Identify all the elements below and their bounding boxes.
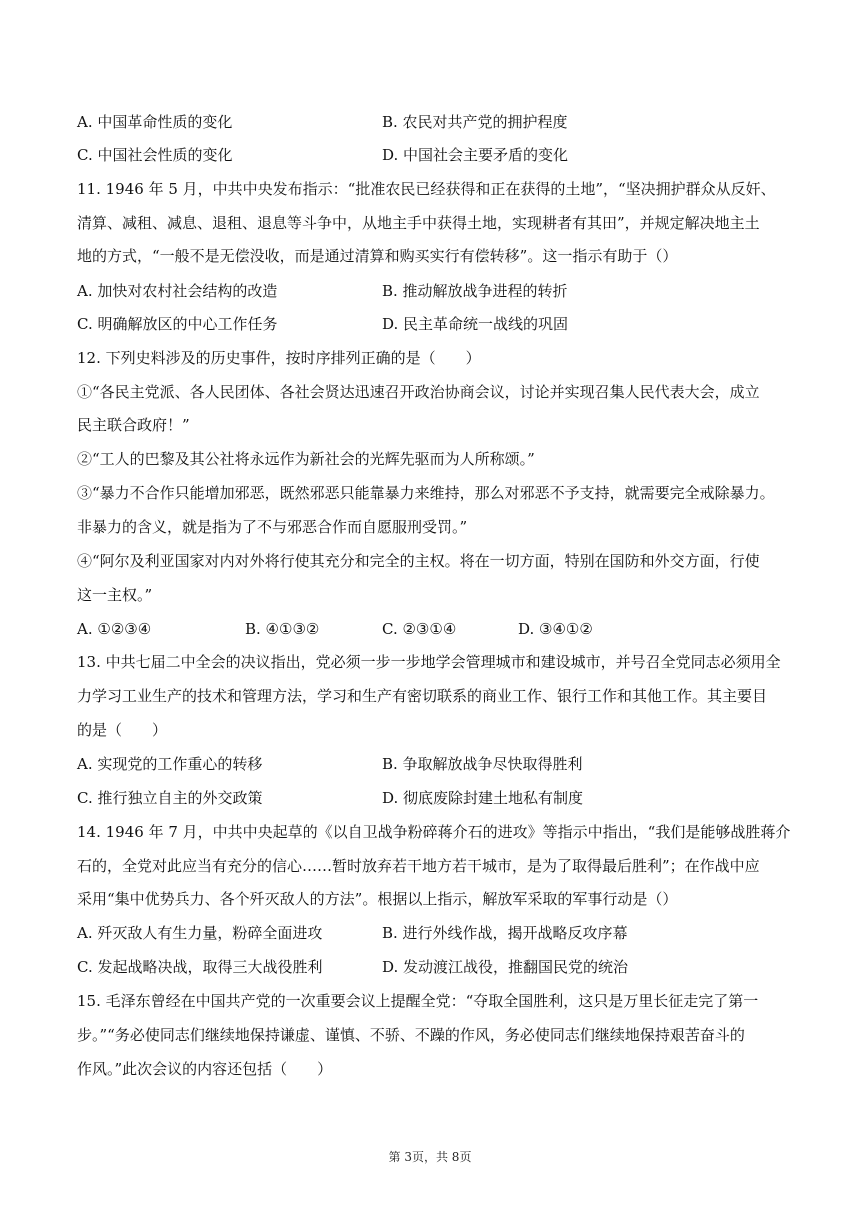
- q13-options-row-2: [77, 788, 797, 808]
- q10-option-b[interactable]: B. 农民对共产党的拥护程度: [382, 113, 568, 131]
- q14-option-c[interactable]: C. 发起战略决战，取得三大战役胜利: [77, 958, 323, 976]
- q12-option-b[interactable]: B. ④①③②: [245, 620, 320, 638]
- q12-stem: 12. 下列史料涉及的历史事件，按时序排列正确的是（ ）: [77, 349, 481, 367]
- q14-options-row-2: [77, 957, 797, 977]
- q12-option-a[interactable]: A. ①②③④: [77, 620, 152, 638]
- q13-option-c[interactable]: C. 推行独立自主的外交政策: [77, 789, 263, 807]
- q14-options-row-1: [77, 923, 797, 943]
- q15-stem-line-2: 步。”“务必使同志们继续地保持谦虚、谨慎、不骄、不躁的作风，务必使同志们继续地保持艰苦奋斗的: [77, 1026, 745, 1044]
- q12-material-line-4: ③“暴力不合作只能增加邪恶，既然邪恶只能靠暴力来维持，那么对邪恶不予支持，就需要完全戒除暴力。: [77, 484, 775, 502]
- q14-option-b[interactable]: B. 进行外线作战，揭开战略反攻序幕: [382, 924, 628, 942]
- q12-material-line-6: ④“阿尔及利亚国家对内对外将行使其充分和完全的主权。将在一切方面，特别在国防和外交方面，行使: [77, 552, 760, 570]
- q12-material-line-1: ①“各民主党派、各人民团体、各社会贤达迅速召开政治协商会议，讨论并实现召集人民代表大会，成立: [77, 383, 760, 401]
- q13-option-d[interactable]: D. 彻底废除封建土地私有制度: [382, 789, 584, 807]
- q14-stem-line-2: 石的，全党对此应当有充分的信心……暂时放弃若干地方若干城市，是为了取得最后胜利”；在作战中应: [77, 857, 760, 875]
- q12-material-line-3: ②“工人的巴黎及其公社将永远作为新社会的光辉先驱而为人所称颂。”: [77, 450, 535, 468]
- q10-option-a[interactable]: A. 中国革命性质的变化: [77, 113, 233, 131]
- q13-stem-line-1: 13. 中共七届二中全会的决议指出，党必须一步一步地学会管理城市和建设城市，并号召全党同志必须用全: [77, 653, 781, 671]
- q11-stem-line-1: 11. 1946 年 5 月，中共中央发布指示：“批准农民已经获得和正在获得的土地”，“坚决拥护群众从反奸、: [77, 180, 776, 198]
- q13-stem-line-2: 力学习工业生产的技术和管理方法，学习和生产有密切联系的商业工作、银行工作和其他工作。其主要目: [77, 687, 768, 705]
- q13-options-row-1: [77, 754, 797, 774]
- q12-options-row: [77, 619, 797, 639]
- q15-stem-line-3: 作风。”此次会议的内容还包括（ ）: [77, 1060, 333, 1078]
- q11-options-row-2: [77, 314, 797, 334]
- q11-option-a[interactable]: A. 加快对农村社会结构的改造: [77, 282, 278, 300]
- q14-stem-line-1: 14. 1946 年 7 月，中共中央起草的《以自卫战争粉碎蒋介石的进攻》等指示中指出，“我们是能够战胜蒋介: [77, 823, 791, 841]
- q11-stem-line-3: 地的方式，“一般不是无偿没收，而是通过清算和购买实行有偿转移”。这一指示有助于（）: [77, 247, 678, 265]
- q11-stem-line-2: 清算、减租、减息、退租、退息等斗争中，从地主手中获得土地，实现耕者有其田”，并规定解决地主土: [77, 214, 760, 232]
- q10-option-d[interactable]: D. 中国社会主要矛盾的变化: [382, 146, 569, 164]
- q14-option-d[interactable]: D. 发动渡江战役，推翻国民党的统治: [382, 958, 629, 976]
- page-number-footer: 第 3页，共 8页: [388, 1150, 472, 1164]
- q12-material-line-5: 非暴力的含义，就是指为了不与邪恶合作而自愿服刑受罚。”: [77, 518, 468, 536]
- q10-option-c[interactable]: C. 中国社会性质的变化: [77, 146, 233, 164]
- q11-option-c[interactable]: C. 明确解放区的中心工作任务: [77, 315, 278, 333]
- q13-option-b[interactable]: B. 争取解放战争尽快取得胜利: [382, 755, 583, 773]
- q10-options-row-2: [77, 145, 797, 165]
- q14-option-a[interactable]: A. 歼灭敌人有生力量，粉碎全面进攻: [77, 924, 323, 942]
- q15-stem-line-1: 15. 毛泽东曾经在中国共产党的一次重要会议上提醒全党：“夺取全国胜利，这只是万里长征走完了第一: [77, 992, 759, 1010]
- q12-option-c[interactable]: C. ②③①④: [382, 620, 457, 638]
- q12-material-line-2: 民主联合政府！”: [77, 416, 190, 434]
- q11-options-row-1: [77, 281, 797, 301]
- q12-material-line-7: 这一主权。”: [77, 586, 153, 604]
- q13-stem-line-3: 的是（ ）: [77, 721, 168, 739]
- q12-option-d[interactable]: D. ③④①②: [518, 620, 593, 638]
- q10-options-row-1: [77, 112, 797, 132]
- q14-stem-line-3: 采用“集中优势兵力、各个歼灭敌人的方法”。根据以上指示，解放军采取的军事行动是（）: [77, 890, 678, 908]
- q11-option-b[interactable]: B. 推动解放战争进程的转折: [382, 282, 568, 300]
- q13-option-a[interactable]: A. 实现党的工作重心的转移: [77, 755, 263, 773]
- q11-option-d[interactable]: D. 民主革命统一战线的巩固: [382, 315, 569, 333]
